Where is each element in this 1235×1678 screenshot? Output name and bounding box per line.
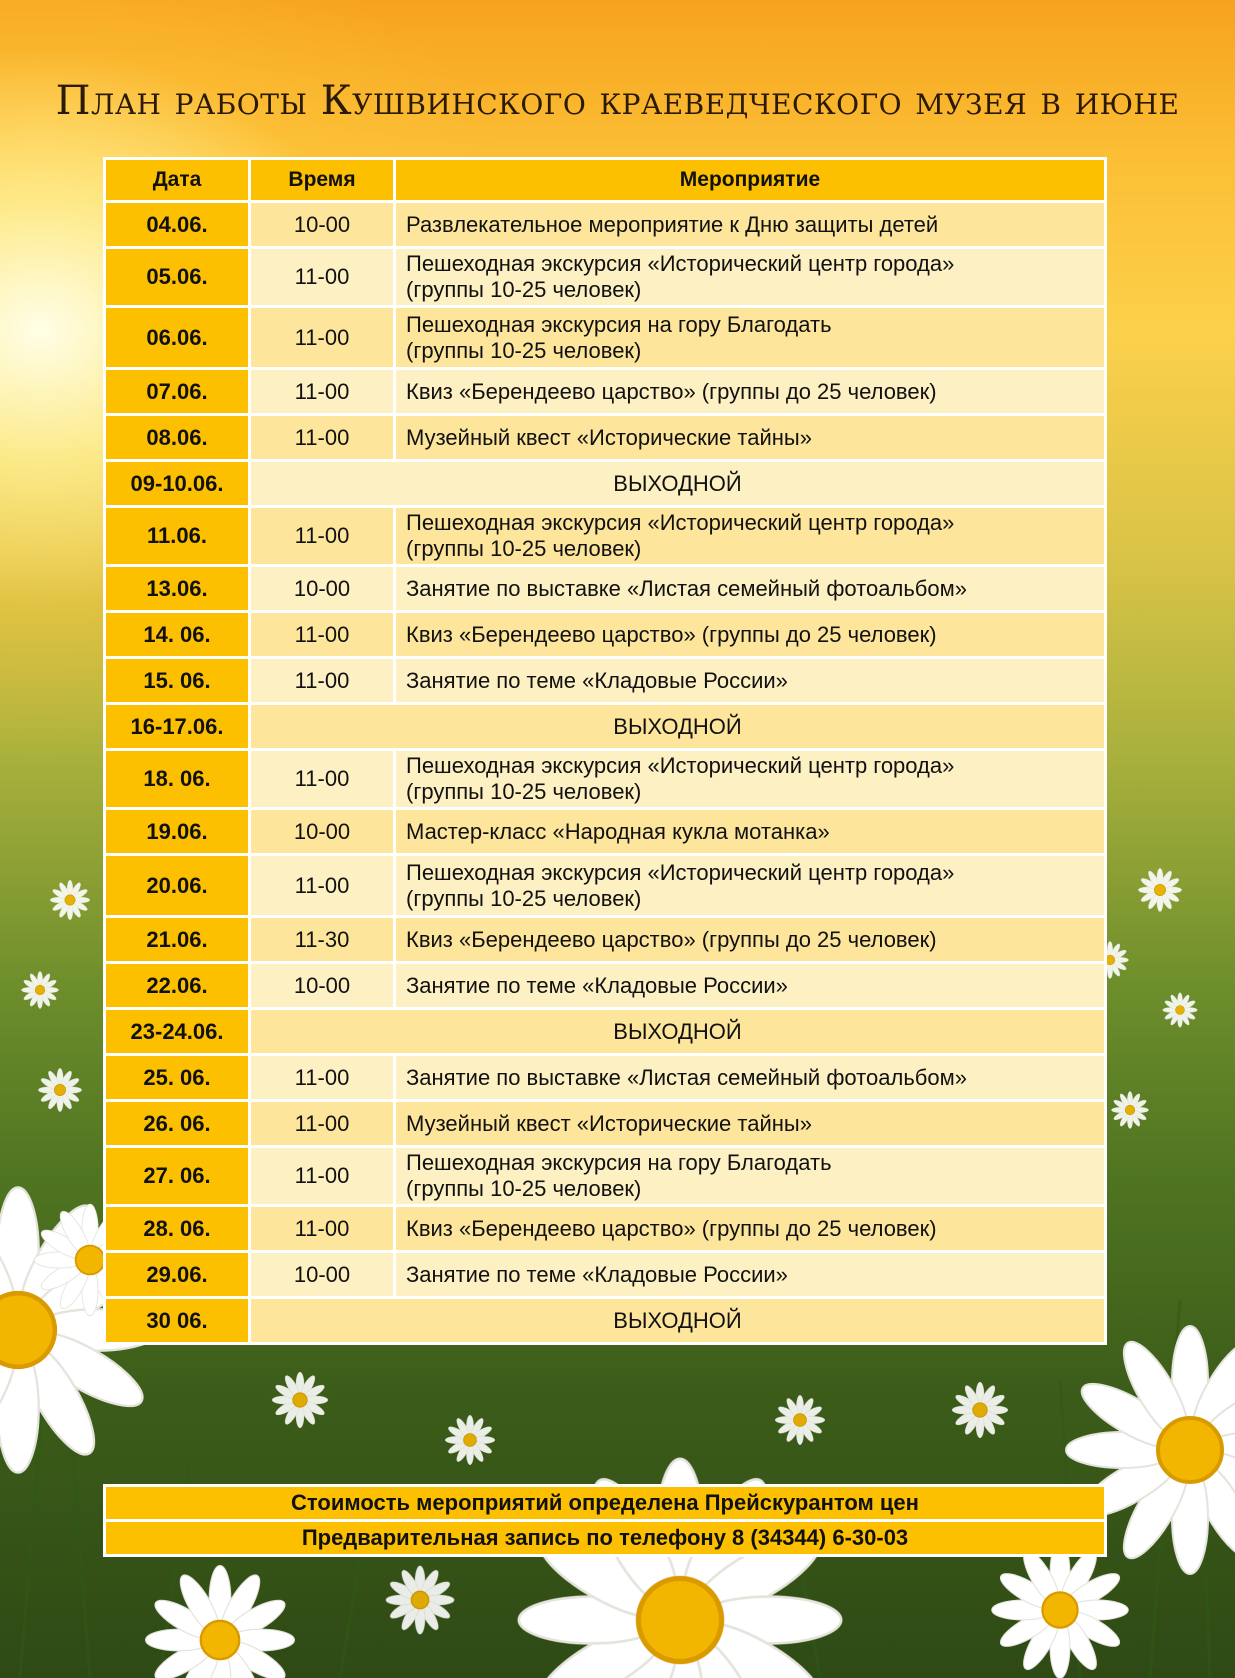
time-cell: 11-00 <box>251 416 393 459</box>
time-cell: 11-00 <box>251 1207 393 1250</box>
date-cell: 15. 06. <box>106 659 248 702</box>
time-cell: 11-00 <box>251 370 393 413</box>
event-cell: Занятие по теме «Кладовые России» <box>396 1253 1104 1296</box>
date-cell: 29.06. <box>106 1253 248 1296</box>
date-cell: 13.06. <box>106 567 248 610</box>
time-cell: 11-00 <box>251 751 393 807</box>
date-cell: 27. 06. <box>106 1148 248 1204</box>
event-group-size: (группы 10-25 человек) <box>406 1176 642 1201</box>
header-date: Дата <box>106 160 248 200</box>
time-cell: 11-00 <box>251 1102 393 1145</box>
table-row-day-off <box>106 1010 1104 1053</box>
event-text: Пешеходная экскурсия «Исторический центр города» <box>406 859 955 885</box>
date-cell: 28. 06. <box>106 1207 248 1250</box>
date-cell: 18. 06. <box>106 751 248 807</box>
date-cell: 20.06. <box>106 856 248 915</box>
schedule-table <box>103 157 1107 1345</box>
table-row-day-off <box>106 1299 1104 1342</box>
table-row <box>106 508 1104 564</box>
date-cell: 25. 06. <box>106 1056 248 1099</box>
date-cell: 16-17.06. <box>106 705 248 748</box>
time-cell: 11-00 <box>251 508 393 564</box>
table-header-row <box>106 160 1104 200</box>
table-row <box>106 810 1104 853</box>
event-text: Пешеходная экскурсия «Исторический центр города» <box>406 753 955 778</box>
time-cell: 10-00 <box>251 1253 393 1296</box>
event-cell: Квиз «Берендеево царство» (группы до 25 человек) <box>396 613 1104 656</box>
date-cell: 23-24.06. <box>106 1010 248 1053</box>
event-text: Развлекательное мероприятие к Дню защиты детей <box>406 211 939 237</box>
date-cell: 14. 06. <box>106 613 248 656</box>
table-row <box>106 964 1104 1007</box>
date-cell: 22.06. <box>106 964 248 1007</box>
time-cell: 11-00 <box>251 1148 393 1204</box>
table-row <box>106 1148 1104 1204</box>
event-cell <box>396 203 1104 246</box>
event-text: Пешеходная экскурсия на гору Благодать <box>406 311 832 337</box>
date-cell: 07.06. <box>106 370 248 413</box>
table-row <box>106 249 1104 305</box>
event-cell: Квиз «Берендеево царство» (группы до 25 человек) <box>396 918 1104 961</box>
event-text: Пешеходная экскурсия на гору Благодать <box>406 1150 832 1175</box>
event-cell: Музейный квест «Исторические тайны» <box>396 416 1104 459</box>
table-row <box>106 1207 1104 1250</box>
date-cell: 09-10.06. <box>106 462 248 505</box>
date-cell: 26. 06. <box>106 1102 248 1145</box>
table-row <box>106 751 1104 807</box>
event-group-size: (группы 10-25 человек) <box>406 885 642 911</box>
footer-info <box>103 1484 1107 1557</box>
event-group-size: (группы 10-25 человек) <box>406 779 642 804</box>
table-row <box>106 308 1104 367</box>
day-off-cell: ВЫХОДНОЙ <box>251 1299 1104 1342</box>
table-row <box>106 613 1104 656</box>
event-cell: Занятие по теме «Кладовые России» <box>396 659 1104 702</box>
date-cell: 19.06. <box>106 810 248 853</box>
table-row <box>106 203 1104 246</box>
event-cell <box>396 508 1104 564</box>
event-text: Пешеходная экскурсия «Исторический центр города» <box>406 251 955 276</box>
table-row <box>106 659 1104 702</box>
day-off-cell: ВЫХОДНОЙ <box>251 462 1104 505</box>
table-row <box>106 1253 1104 1296</box>
time-cell: 11-00 <box>251 659 393 702</box>
event-cell <box>396 1148 1104 1204</box>
date-cell: 04.06. <box>106 203 248 246</box>
header-time: Время <box>251 160 393 200</box>
date-cell: 21.06. <box>106 918 248 961</box>
event-cell: Квиз «Берендеево царство» (группы до 25 человек) <box>396 1207 1104 1250</box>
event-cell <box>396 308 1104 367</box>
event-cell <box>396 856 1104 915</box>
event-group-size: (группы 10-25 человек) <box>406 536 642 561</box>
event-group-size: (группы 10-25 человек) <box>406 337 642 363</box>
event-cell: Мастер-класс «Народная кукла мотанка» <box>396 810 1104 853</box>
footer-row <box>106 1487 1104 1519</box>
table-row <box>106 370 1104 413</box>
event-cell: Занятие по выставке «Листая семейный фотоальбом» <box>396 567 1104 610</box>
event-cell <box>396 249 1104 305</box>
booking-phone-note: Предварительная запись по телефону 8 (34344) 6-30-03 <box>106 1522 1104 1554</box>
day-off-cell: ВЫХОДНОЙ <box>251 1010 1104 1053</box>
event-cell: Занятие по теме «Кладовые России» <box>396 964 1104 1007</box>
date-cell: 05.06. <box>106 249 248 305</box>
time-cell: 10-00 <box>251 810 393 853</box>
time-cell: 10-00 <box>251 567 393 610</box>
table-row <box>106 416 1104 459</box>
time-cell: 11-00 <box>251 249 393 305</box>
time-cell: 11-00 <box>251 856 393 915</box>
table-row <box>106 1102 1104 1145</box>
date-cell: 30 06. <box>106 1299 248 1342</box>
time-cell: 11-00 <box>251 308 393 367</box>
time-cell: 10-00 <box>251 964 393 1007</box>
event-text: Пешеходная экскурсия «Исторический центр города» <box>406 510 955 535</box>
event-cell: Занятие по выставке «Листая семейный фотоальбом» <box>396 1056 1104 1099</box>
table-row <box>106 856 1104 915</box>
page-title: План работы Кушвинского краеведческого музея в июне <box>55 78 1180 124</box>
date-cell: 11.06. <box>106 508 248 564</box>
table-row <box>106 1056 1104 1099</box>
date-cell: 08.06. <box>106 416 248 459</box>
table-row-day-off <box>106 462 1104 505</box>
event-cell: Квиз «Берендеево царство» (группы до 25 человек) <box>396 370 1104 413</box>
header-event: Мероприятие <box>396 160 1104 200</box>
time-cell: 11-00 <box>251 1056 393 1099</box>
table-row <box>106 918 1104 961</box>
day-off-cell: ВЫХОДНОЙ <box>251 705 1104 748</box>
table-row-day-off <box>106 705 1104 748</box>
cost-note: Стоимость мероприятий определена Прейскурантом цен <box>106 1487 1104 1519</box>
time-cell: 11-30 <box>251 918 393 961</box>
event-cell: Музейный квест «Исторические тайны» <box>396 1102 1104 1145</box>
time-cell: 10-00 <box>251 203 393 246</box>
date-cell: 06.06. <box>106 308 248 367</box>
event-cell <box>396 751 1104 807</box>
time-cell: 11-00 <box>251 613 393 656</box>
footer-row <box>106 1522 1104 1554</box>
event-group-size: (группы 10-25 человек) <box>406 277 642 302</box>
table-row <box>106 567 1104 610</box>
